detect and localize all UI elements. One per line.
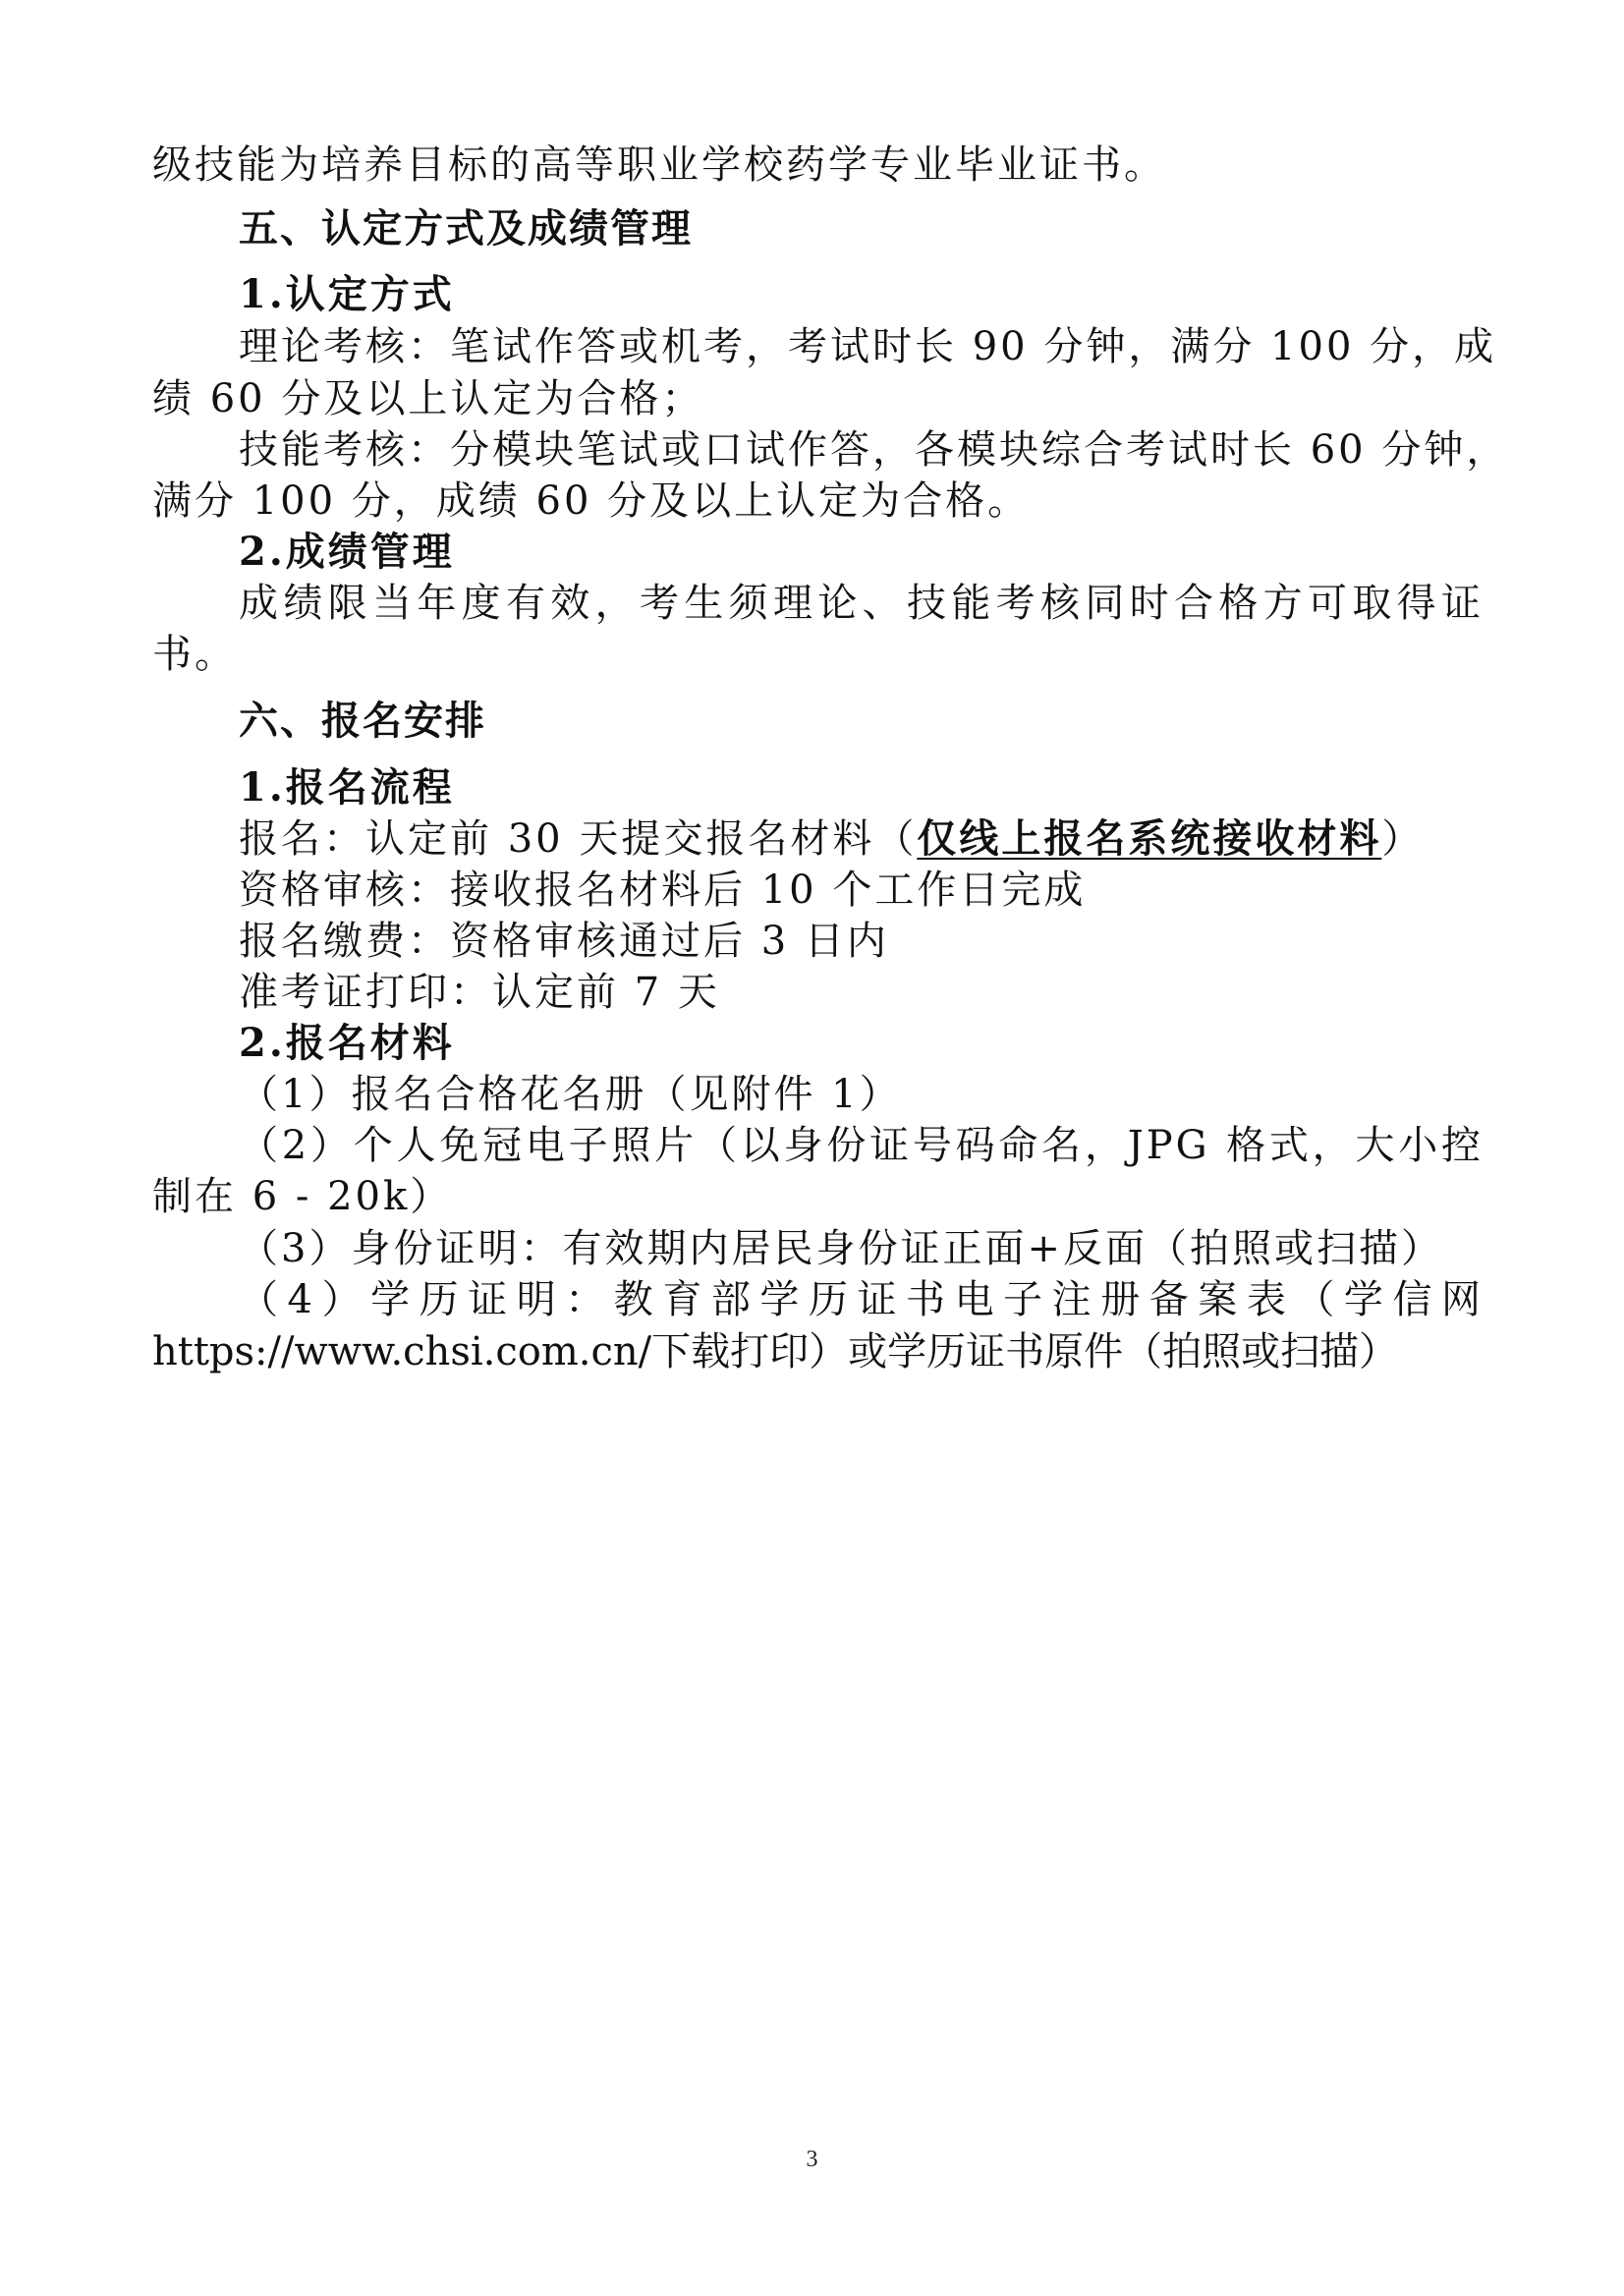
list-item-cont: https://www.chsi.com.cn/下载打印）或学历证书原件（拍照或扫描） (152, 1329, 1399, 1374)
paragraph-line: 理论考核：笔试作答或机考，考试时长 90 分钟，满分 100 分，成 (239, 324, 1497, 369)
section-heading-5: 五、认定方式及成绩管理 (239, 206, 693, 252)
paragraph-line: 级技能为培养目标的高等职业学校药学专业毕业证书。 (152, 142, 1166, 188)
subheading-registration-process: 1.报名流程 (239, 764, 455, 811)
list-item-cont: 制在 6 - 20k） (152, 1174, 453, 1219)
online-only-note: 仅线上报名系统接收材料 (917, 815, 1382, 862)
paragraph-line: 报名缴费：资格审核通过后 3 日内 (239, 919, 889, 964)
registration-text: 报名：认定前 30 天提交报名材料（ (239, 816, 918, 862)
paragraph-line: 成绩限当年度有效，考生须理论、技能考核同时合格方可取得证 (239, 581, 1484, 626)
paragraph-line: 书。 (152, 632, 237, 677)
paragraph-line: 技能考核：分模块笔试或口试作答，各模块综合考试时长 60 分钟， (239, 427, 1509, 473)
registration-text-end: ） (1381, 816, 1425, 862)
subheading-registration-materials: 2.报名材料 (239, 1020, 455, 1066)
paragraph-line: 满分 100 分，成绩 60 分及以上认定为合格。 (152, 478, 1031, 524)
page-number: 3 (806, 2147, 818, 2172)
paragraph-line: 资格审核：接收报名材料后 10 个工作日完成 (239, 868, 1087, 913)
list-item: （1）报名合格花名册（见附件 1） (239, 1072, 902, 1117)
subheading-recognition-method: 1.认定方式 (239, 271, 455, 317)
paragraph-line (239, 812, 1484, 867)
section-heading-6: 六、报名安排 (239, 699, 486, 744)
paragraph-line: 准考证打印：认定前 7 天 (239, 970, 720, 1015)
list-item: （2）个人免冠电子照片（以身份证号码命名，JPG 格式，大小控 (239, 1123, 1484, 1168)
list-item: （4）学历证明：教育部学历证书电子注册备案表（学信网 (239, 1277, 1484, 1322)
subheading-score-management: 2.成绩管理 (239, 529, 455, 575)
paragraph-line: 绩 60 分及以上认定为合格； (152, 376, 704, 421)
list-item: （3）身份证明：有效期内居民身份证正面+反面（拍照或扫描） (239, 1226, 1443, 1271)
